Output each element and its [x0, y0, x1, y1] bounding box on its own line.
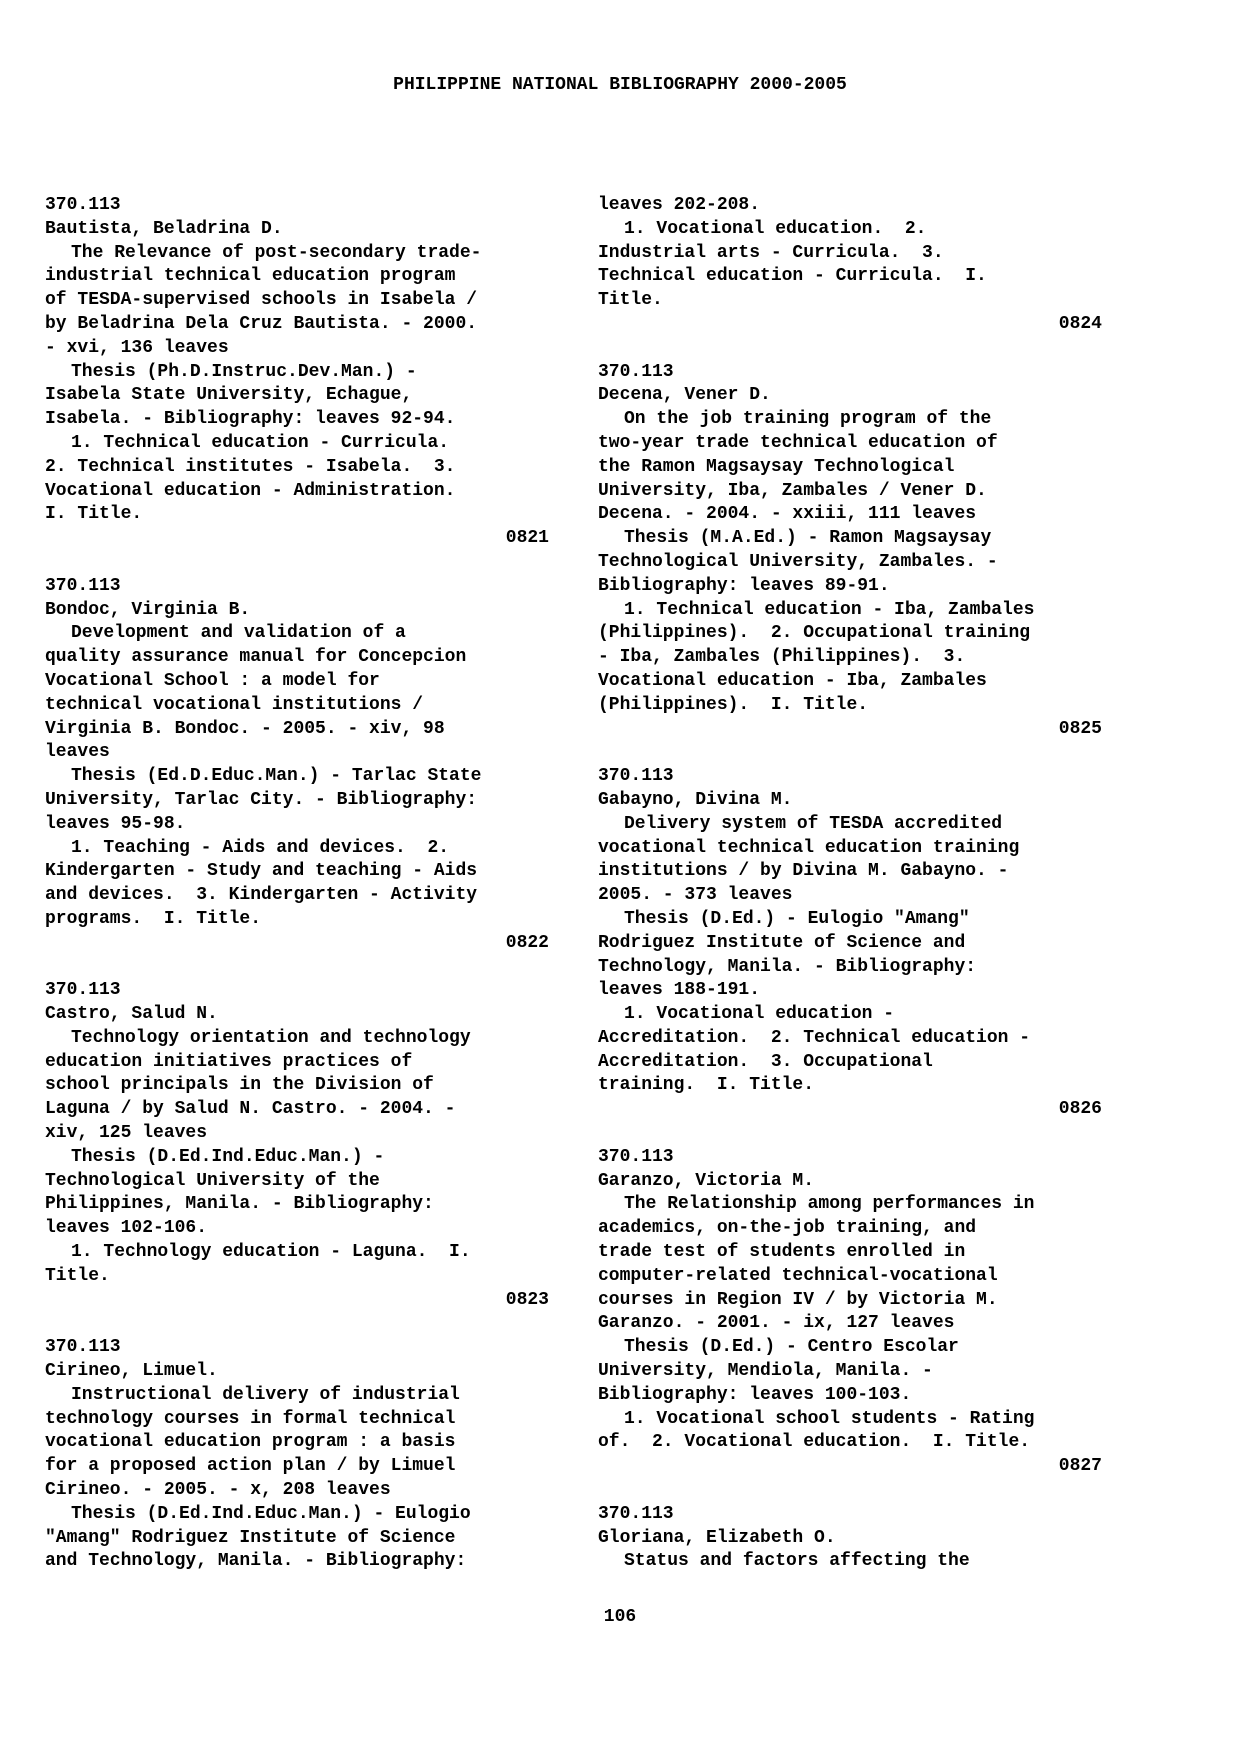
title-line: leaves	[45, 742, 110, 763]
subject-line: Vocational education - Iba, Zambales	[598, 670, 987, 691]
title-line: The Relevance of post-secondary trade-	[71, 242, 482, 263]
title-line: Development and validation of a	[71, 623, 406, 644]
title-line: for a proposed action plan / by Limuel	[45, 1456, 456, 1477]
entry-spacer	[598, 1479, 1098, 1503]
note-line: University, Tarlac City. - Bibliography:	[45, 789, 478, 810]
title-line: technology courses in formal technical	[45, 1408, 456, 1429]
subject-line: 1. Technical education - Curricula.	[71, 432, 450, 453]
note-line: Technological University, Zambales. -	[598, 551, 998, 572]
bibliography-entry	[45, 194, 549, 551]
page-number: 106	[603, 1607, 637, 1627]
entry-spacer	[598, 1122, 1098, 1146]
note-line: Thesis (D.Ed.Ind.Educ.Man.) -	[71, 1146, 385, 1167]
author: Garanzo, Victoria M.	[598, 1170, 815, 1191]
subject-line: of. 2. Vocational education. I. Title.	[598, 1432, 1031, 1453]
note-line: "Amang" Rodriguez Institute of Science	[45, 1527, 456, 1548]
subject-line: Accreditation. 3. Occupational	[598, 1051, 933, 1072]
title-line: Garanzo. - 2001. - ix, 127 leaves	[598, 1313, 955, 1334]
title-line: academics, on-the-job training, and	[598, 1218, 977, 1239]
call-number: 370.113	[598, 1503, 674, 1524]
accession-number: 0824	[1058, 313, 1102, 334]
title-line: Vocational School : a model for	[45, 670, 380, 691]
note-line: Thesis (D.Ed.) - Centro Escolar	[624, 1337, 959, 1358]
author: Cirineo, Limuel.	[45, 1361, 218, 1382]
note-line: Technology, Manila. - Bibliography:	[598, 956, 977, 977]
note-line: Thesis (D.Ed.) - Eulogio "Amang"	[624, 908, 970, 929]
bibliography-entry	[45, 979, 549, 1312]
call-number: 370.113	[598, 766, 674, 787]
title-line: Delivery system of TESDA accredited	[624, 813, 1003, 834]
subject-line: 1. Teaching - Aids and devices. 2.	[71, 837, 450, 858]
note-line: Philippines, Manila. - Bibliography:	[45, 1194, 434, 1215]
note-line: Thesis (Ed.D.Educ.Man.) - Tarlac State	[71, 766, 482, 787]
accession-number: 0826	[1058, 1099, 1102, 1120]
note-line: leaves 202-208.	[598, 195, 761, 215]
bibliography-entry	[598, 1503, 1098, 1574]
entry-spacer	[45, 956, 545, 980]
subject-line: 1. Vocational education -	[624, 1004, 895, 1025]
accession-number: 0821	[505, 528, 549, 549]
call-number: 370.113	[45, 575, 121, 596]
title-line: 2005. - 373 leaves	[598, 885, 793, 906]
title-line: Laguna / by Salud N. Castro. - 2004. -	[45, 1099, 456, 1120]
accession-number: 0825	[1058, 718, 1102, 739]
page-header: PHILIPPINE NATIONAL BIBLIOGRAPHY 2000-2005	[393, 75, 847, 95]
title-line: University, Iba, Zambales / Vener D.	[598, 480, 987, 501]
subject-line: Vocational education - Administration.	[45, 480, 456, 501]
bibliography-entry	[598, 361, 1102, 742]
title-line: institutions / by Divina M. Gabayno. -	[598, 861, 1009, 882]
author: Bondoc, Virginia B.	[45, 599, 251, 620]
title-line: technical vocational institutions /	[45, 694, 424, 715]
title-line: Decena. - 2004. - xxiii, 111 leaves	[598, 504, 977, 525]
title-line: by Beladrina Dela Cruz Bautista. - 2000.	[45, 313, 478, 334]
title-line: two-year trade technical education of	[598, 432, 998, 453]
author: Bautista, Beladrina D.	[45, 218, 283, 239]
accession-number: 0822	[505, 932, 549, 953]
right-column	[598, 194, 1102, 1574]
subject-line: programs. I. Title.	[45, 908, 262, 929]
subject-line: (Philippines). 2. Occupational training	[598, 623, 1031, 644]
title-line: The Relationship among performances in	[624, 1194, 1035, 1215]
subject-line: 1. Vocational school students - Rating	[624, 1408, 1035, 1429]
note-line: and Technology, Manila. - Bibliography:	[45, 1551, 467, 1572]
author: Decena, Vener D.	[598, 385, 771, 406]
note-line: Thesis (D.Ed.Ind.Educ.Man.) - Eulogio	[71, 1503, 471, 1524]
subject-line: Industrial arts - Curricula. 3.	[598, 242, 944, 263]
title-line: school principals in the Division of	[45, 1075, 434, 1096]
accession-number: 0827	[1058, 1456, 1102, 1477]
note-line: leaves 102-106.	[45, 1218, 208, 1239]
call-number: 370.113	[45, 980, 121, 1001]
title-line: vocational education program : a basis	[45, 1432, 456, 1453]
entry-spacer	[45, 1312, 545, 1336]
title-line: courses in Region IV / by Victoria M.	[598, 1289, 998, 1310]
subject-line: Title.	[598, 290, 663, 311]
subject-line: and devices. 3. Kindergarten - Activity	[45, 885, 478, 906]
note-line: Rodriguez Institute of Science and	[598, 932, 966, 953]
title-line: industrial technical education program	[45, 266, 456, 287]
entry-spacer	[598, 337, 1098, 361]
call-number: 370.113	[45, 195, 121, 215]
note-line: Isabela. - Bibliography: leaves 92-94.	[45, 409, 456, 430]
left-column	[45, 194, 549, 1574]
bibliography-entry	[598, 194, 1102, 337]
title-line: xiv, 125 leaves	[45, 1123, 208, 1144]
call-number: 370.113	[598, 361, 674, 382]
title-line: Technology orientation and technology	[71, 1027, 471, 1048]
bibliography-entry	[598, 765, 1102, 1122]
title-line: Cirineo. - 2005. - x, 208 leaves	[45, 1480, 391, 1501]
title-line: Instructional delivery of industrial	[71, 1384, 460, 1405]
subject-line: 1. Vocational education. 2.	[624, 218, 927, 239]
bibliography-entry	[598, 1146, 1102, 1479]
subject-line: training. I. Title.	[598, 1075, 815, 1096]
bibliography-entry	[45, 1336, 545, 1574]
subject-line: Accreditation. 2. Technical education -	[598, 1027, 1031, 1048]
subject-line: 1. Technical education - Iba, Zambales	[624, 599, 1035, 620]
note-line: Thesis (M.A.Ed.) - Ramon Magsaysay	[624, 528, 992, 549]
note-line: Bibliography: leaves 89-91.	[598, 575, 890, 596]
note-line: Bibliography: leaves 100-103.	[598, 1384, 912, 1405]
entry-spacer	[45, 551, 545, 575]
author: Gabayno, Divina M.	[598, 789, 793, 810]
accession-number: 0823	[505, 1289, 549, 1310]
subject-line: Technical education - Curricula. I.	[598, 266, 987, 287]
subject-line: Title.	[45, 1265, 110, 1286]
title-line: - xvi, 136 leaves	[45, 337, 229, 358]
subject-line: I. Title.	[45, 504, 143, 525]
note-line: Isabela State University, Echague,	[45, 385, 413, 406]
subject-line: 2. Technical institutes - Isabela. 3.	[45, 456, 456, 477]
note-line: Thesis (Ph.D.Instruc.Dev.Man.) -	[71, 361, 417, 382]
title-line: Status and factors affecting the	[624, 1551, 970, 1572]
subject-line: Kindergarten - Study and teaching - Aids	[45, 861, 478, 882]
title-line: education initiatives practices of	[45, 1051, 413, 1072]
call-number: 370.113	[598, 1146, 674, 1167]
note-line: leaves 188-191.	[598, 980, 761, 1001]
title-line: quality assurance manual for Concepcion	[45, 647, 467, 668]
author: Gloriana, Elizabeth O.	[598, 1527, 836, 1548]
title-line: computer-related technical-vocational	[598, 1265, 998, 1286]
title-line: trade test of students enrolled in	[598, 1242, 966, 1263]
bibliography-entry	[45, 575, 549, 956]
author: Castro, Salud N.	[45, 1004, 218, 1025]
note-line: University, Mendiola, Manila. -	[598, 1361, 933, 1382]
title-line: Virginia B. Bondoc. - 2005. - xiv, 98	[45, 718, 445, 739]
subject-line: - Iba, Zambales (Philippines). 3.	[598, 647, 966, 668]
title-line: of TESDA-supervised schools in Isabela /	[45, 290, 478, 311]
note-line: leaves 95-98.	[45, 813, 186, 834]
title-line: vocational technical education training	[598, 837, 1020, 858]
call-number: 370.113	[45, 1337, 121, 1358]
subject-line: 1. Technology education - Laguna. I.	[71, 1242, 471, 1263]
title-line: On the job training program of the	[624, 409, 992, 430]
title-line: the Ramon Magsaysay Technological	[598, 456, 955, 477]
note-line: Technological University of the	[45, 1170, 380, 1191]
entry-spacer	[598, 741, 1098, 765]
subject-line: (Philippines). I. Title.	[598, 694, 869, 715]
